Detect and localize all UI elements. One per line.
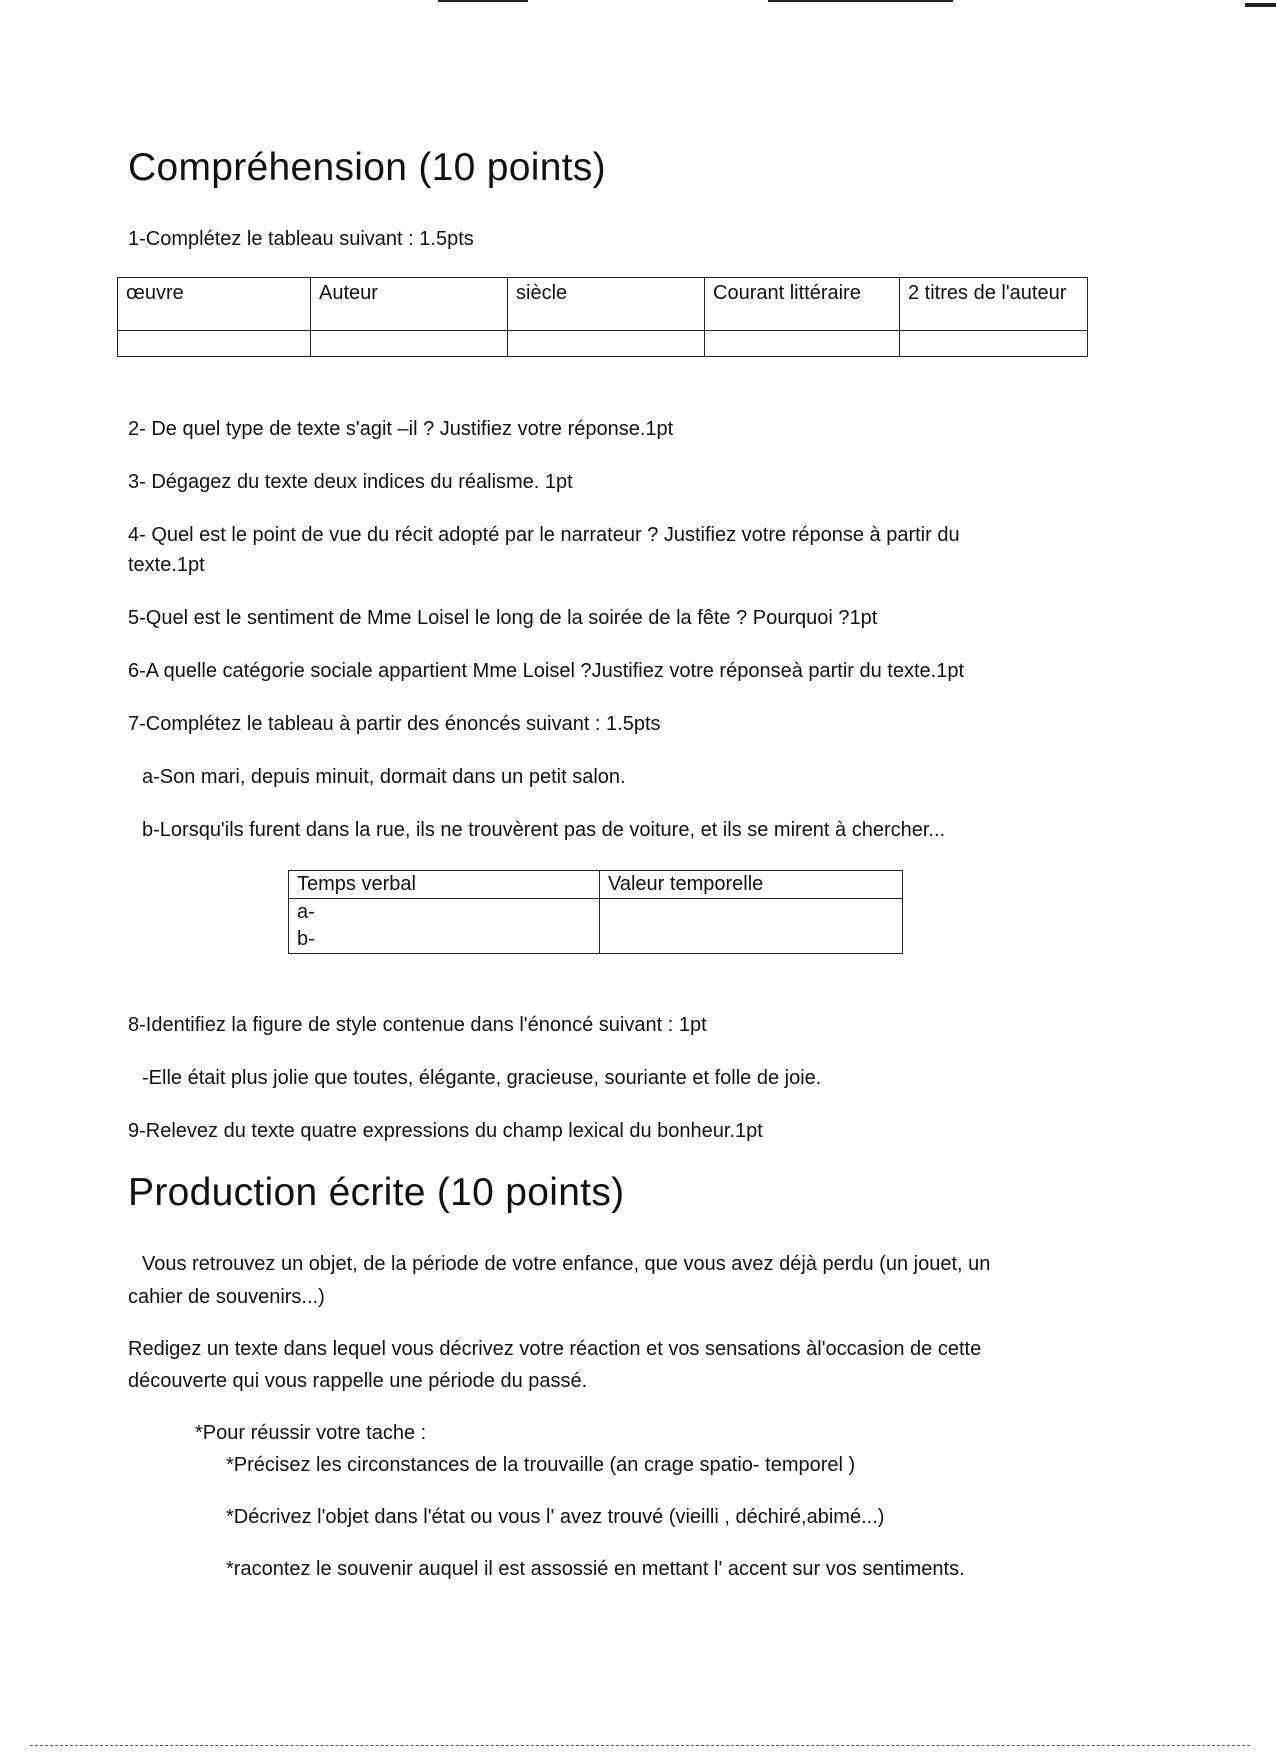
header-courant: Courant littéraire xyxy=(705,278,900,331)
scan-mark-top-right xyxy=(768,0,953,2)
question-3: 3- Dégagez du texte deux indices du réalisme. 1pt xyxy=(128,471,573,493)
question-2: 2- De quel type de texte s'agit –il ? Justifiez votre réponse.1pt xyxy=(128,418,674,440)
question-9: 9-Relevez du texte quatre expressions du champ lexical du bonheur.1pt xyxy=(128,1120,763,1142)
question-6: 6-A quelle catégorie sociale appartient Mme Loisel ?Justifiez votre réponseà partir du texte.1pt xyxy=(128,660,965,682)
cell-temps-verbal xyxy=(289,899,600,954)
question-1: 1-Complétez le tableau suivant : 1.5pts xyxy=(128,228,474,250)
header-oeuvre: œuvre xyxy=(118,278,311,331)
scan-footer-line xyxy=(30,1745,1250,1746)
cell-siecle xyxy=(508,331,705,357)
production-title: Production écrite (10 points) xyxy=(128,1171,625,1214)
header-titres: 2 titres de l'auteur xyxy=(900,278,1088,331)
cell-oeuvre xyxy=(118,331,311,357)
prompt-line-1: Vous retrouvez un objet, de la période de votre enfance, que vous avez déjà perdu (un jouet, un xyxy=(142,1253,991,1275)
scan-mark-top-left xyxy=(438,0,528,2)
header-auteur: Auteur xyxy=(311,278,508,331)
row-label-b: b- xyxy=(297,928,315,950)
question-5: 5-Quel est le sentiment de Mme Loisel le long de la soirée de la fête ? Pourquoi ?1pt xyxy=(128,607,878,629)
task-line-1: Redigez un texte dans lequel vous décrivez votre réaction et vos sensations àl'occasion de cette xyxy=(128,1338,982,1360)
question-7-statement-a: a-Son mari, depuis minuit, dormait dans un petit salon. xyxy=(142,766,626,788)
row-label-a: a- xyxy=(297,901,315,923)
prompt-line-2: cahier de souvenirs...) xyxy=(128,1286,325,1308)
tip-2: *Décrivez l'objet dans l'état ou vous l' avez trouvé (vieilli , déchiré,abimé...) xyxy=(226,1506,885,1528)
comprehension-title: Compréhension (10 points) xyxy=(128,146,606,189)
tip-3: *racontez le souvenir auquel il est assossié en mettant l' accent sur vos sentiments. xyxy=(226,1558,965,1580)
question-8: 8-Identifiez la figure de style contenue dans l'énoncé suivant : 1pt xyxy=(128,1014,707,1036)
cell-valeur-temporelle xyxy=(600,899,903,954)
question-4-line-1: 4- Quel est le point de vue du récit adopté par le narrateur ? Justifiez votre réponse à partir du xyxy=(128,524,960,546)
question-7: 7-Complétez le tableau à partir des énoncés suivant : 1.5pts xyxy=(128,713,661,735)
cell-auteur xyxy=(311,331,508,357)
header-temps-verbal: Temps verbal xyxy=(289,871,600,899)
cell-courant xyxy=(705,331,900,357)
tip-1: *Précisez les circonstances de la trouvaille (an crage spatio- temporel ) xyxy=(226,1454,856,1476)
cell-titres xyxy=(900,331,1088,357)
verb-tense-table xyxy=(288,870,903,954)
header-siecle: siècle xyxy=(508,278,705,331)
scan-mark-corner xyxy=(1245,3,1276,7)
tips-intro: *Pour réussir votre tache : xyxy=(195,1422,427,1444)
work-info-table xyxy=(117,277,1088,357)
question-4-line-2: texte.1pt xyxy=(128,554,205,576)
task-line-2: découverte qui vous rappelle une période du passé. xyxy=(128,1370,588,1392)
header-valeur-temporelle: Valeur temporelle xyxy=(600,871,903,899)
question-8-sentence: -Elle était plus jolie que toutes, élégante, gracieuse, souriante et folle de joie. xyxy=(142,1067,822,1089)
question-7-statement-b: b-Lorsqu'ils furent dans la rue, ils ne trouvèrent pas de voiture, et ils se mirent à chercher... xyxy=(142,819,946,841)
